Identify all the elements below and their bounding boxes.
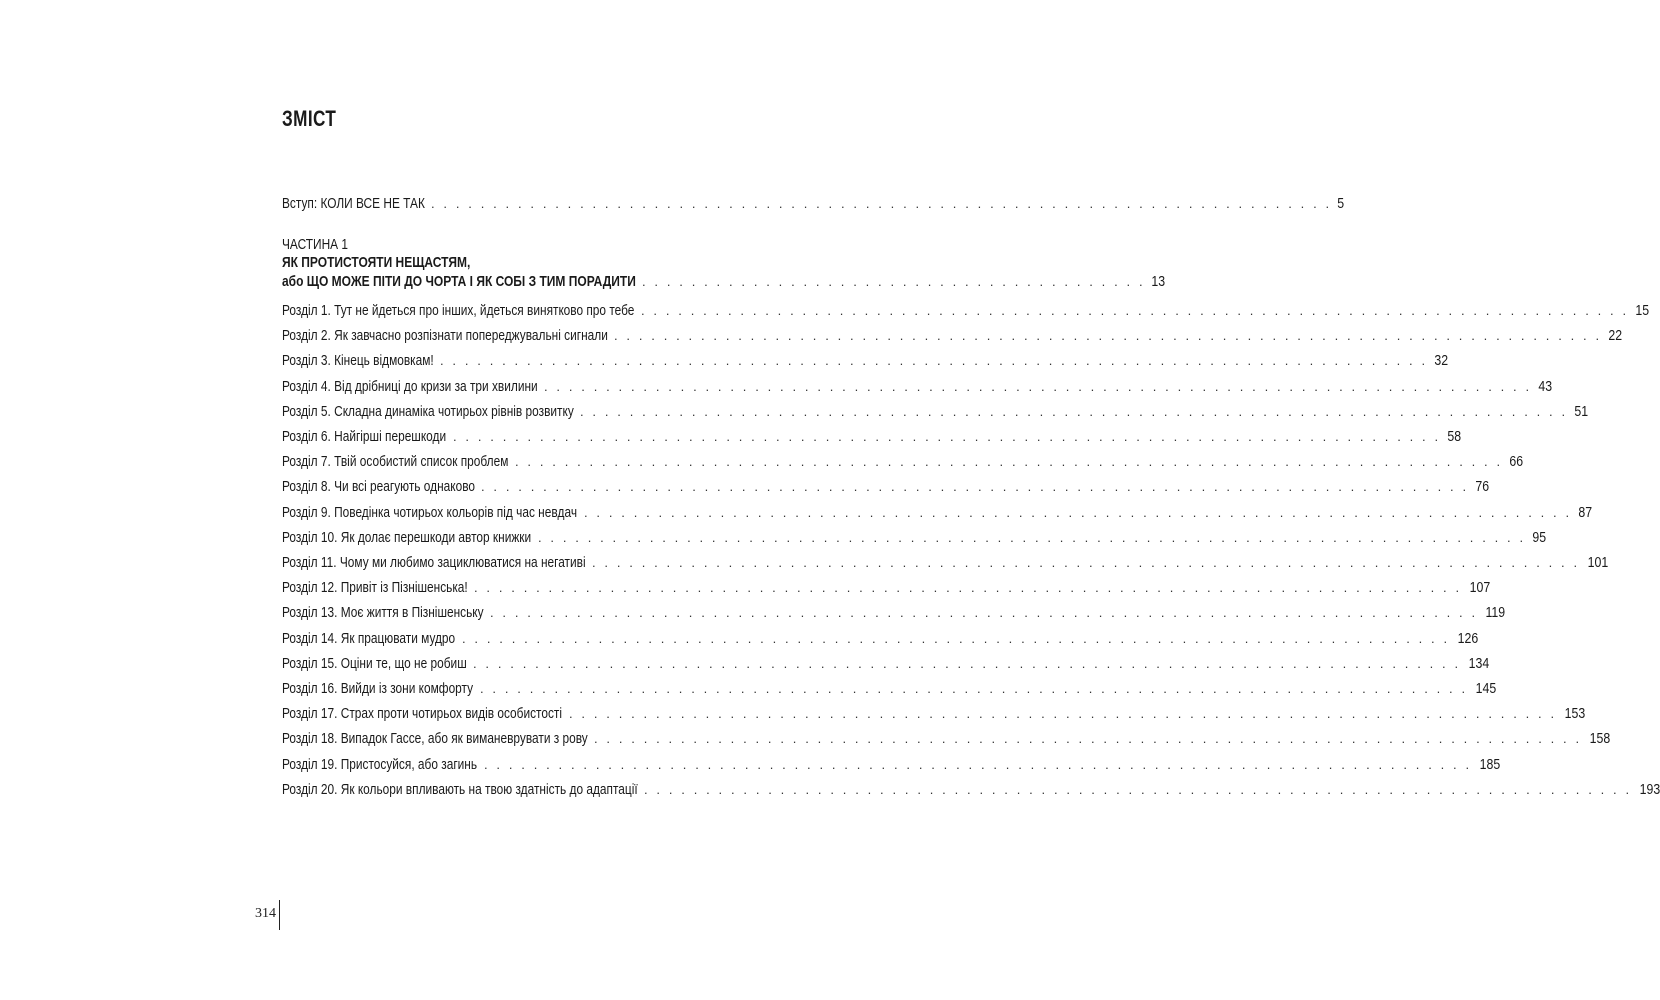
- leader-dots: . . . . . . . . . . . . . . . . . . . . . . . . . . . . . . . . . . . . . . . . . . . . . . . . . . . . . . . . . . . . . . . . . . . . . . . . . . . . . . . .: [480, 681, 1468, 696]
- toc-row-chapter-7: [282, 453, 1523, 471]
- toc-entry-label: Розділ 7. Твій особистий список проблем: [282, 454, 509, 471]
- toc-page-number: 13: [1151, 274, 1166, 290]
- page-title: ЗМІСТ: [282, 106, 337, 131]
- leader-dots: . . . . . . . . . . . . . . . . . . . . . . . . . . . . . . . . . . . . . . . . . . . . . . . . . . . . . . . . . . . . . . . . . . . . . . . . . . . . . . . .: [440, 353, 1428, 369]
- leader-dots: . . . . . . . . . . . . . . . . . . . . . . . . . . . . . . . . . . . . . . . . . . . . . . . . . . . . . . . . . . . . . . . . . . . . . . . . . . . . . . . .: [544, 378, 1532, 394]
- toc-row-chapter-19: [282, 756, 1500, 774]
- toc-page-number: 22: [1608, 328, 1622, 345]
- leader-dots: . . . . . . . . . . . . . . . . . . . . . . . . . . . . . . . . . . . . . . . . . . . . . . . . . . . . . . . . . . . . . . . . . . . . . . . . . . . . . . . .: [484, 756, 1472, 772]
- toc-row-part-1: [282, 273, 1166, 291]
- toc-page-number: 15: [1635, 303, 1649, 319]
- leader-dots: . . . . . . . . . . . . . . . . . . . . . . . . . . . . . . . . . . . . . . . . . . . . . . . . . . . . . . . . . . . . . . . . . . . . . . . . . . . . . . . .: [641, 303, 1629, 318]
- toc-row-intro: [282, 195, 1344, 213]
- toc-page-number: 107: [1469, 580, 1490, 597]
- toc-page-number: 95: [1532, 529, 1546, 546]
- toc-entry-label: Розділ 14. Як працювати мудро: [282, 630, 456, 647]
- leader-dots: . . . . . . . . . . . . . . . . . . . . . . . . . . . . . . . . . . . . . . . . . . . . . . . . . . . . . . . . . . . . . . . . . . . . . . . . . . . . . . . .: [594, 731, 1582, 747]
- toc-row-chapter-20: [282, 781, 1660, 799]
- leader-dots: . . . . . . . . . . . . . . . . . . . . . . . . . . . . . . . . . . . . . . . . . . . . . . . . . . . . . . . . . . . . . . . . . . . . . . . . . . . . . . . .: [473, 655, 1461, 671]
- toc-row-chapter-17: [282, 705, 1585, 723]
- toc-entry-label: Розділ 12. Привіт із Пізнішенська!: [282, 580, 468, 597]
- toc-row-chapter-2: [282, 327, 1622, 345]
- toc-page-number: 58: [1447, 429, 1461, 445]
- toc-row-chapter-4: [282, 378, 1552, 396]
- leader-dots: . . . . . . . . . . . . . . . . . . . . . . . . . . . . . . . . . . . . . . . . . . . . . . . . . . . . . . . . . . . . . . . . . . . . . . . . . . . . . . . .: [584, 504, 1572, 520]
- part-label: ЧАСТИНА 1: [282, 237, 349, 253]
- toc-page-number: 101: [1587, 555, 1608, 571]
- leader-dots: . . . . . . . . . . . . . . . . . . . . . . . . . . . . . . . . . . . . . . . . . . . . . . . . . . . . . . . . . . . . . . . . . . . . . . . . . . . . . . . .: [614, 328, 1602, 344]
- toc-page-number: 32: [1434, 353, 1448, 370]
- toc-row-chapter-13: [282, 604, 1505, 622]
- toc-row-chapter-11: [282, 554, 1608, 572]
- toc-entry-label: Розділ 19. Пристосуйся, або загинь: [282, 756, 478, 773]
- toc-entry-label: Розділ 17. Страх проти чотирьох видів особистості: [282, 706, 563, 723]
- toc-entry-label: Розділ 1. Тут не йдеться про інших, йдеться виняткoво про тебе: [282, 303, 635, 319]
- folio-rule: [279, 900, 280, 930]
- toc-page-number: 145: [1475, 681, 1496, 697]
- toc-entry-label: Розділ 13. Моє життя в Пізнішенську: [282, 605, 484, 622]
- leader-dots: . . . . . . . . . . . . . . . . . . . . . . . . . . . . . . . . . . . . . . . . .: [642, 274, 1146, 289]
- toc-page-number: 158: [1589, 731, 1610, 748]
- toc-entry-label: Розділ 15. Оціни те, що не робиш: [282, 655, 467, 672]
- toc-entry-label: Вступ: КОЛИ ВСЕ НЕ ТАК: [282, 196, 425, 212]
- toc-page-number: 134: [1468, 655, 1489, 672]
- toc-row-chapter-14: [282, 630, 1478, 648]
- toc-row-chapter-15: [282, 655, 1489, 673]
- toc-page-number: 76: [1475, 479, 1489, 496]
- leader-dots: . . . . . . . . . . . . . . . . . . . . . . . . . . . . . . . . . . . . . . . . . . . . . . . . . . . . . . . . . . . . . . . . . . . . . . . . . . . . . . . .: [592, 555, 1580, 570]
- leader-dots: . . . . . . . . . . . . . . . . . . . . . . . . . . . . . . . . . . . . . . . . . . . . . . . . . . . . . . . . . . . . . . . . . . . . . . . . . . . . . . . .: [644, 781, 1632, 797]
- part-title-line-1: ЯК ПРОТИСТОЯТИ НЕЩАСТЯМ,: [282, 254, 471, 271]
- toc-row-chapter-16: [282, 680, 1496, 698]
- toc-page-number: 126: [1457, 630, 1478, 647]
- toc-row-chapter-6: [282, 428, 1461, 446]
- toc-entry-label: Розділ 2. Як завчасно розпізнати попереджувальні сигнали: [282, 328, 608, 345]
- toc-row-chapter-10: [282, 529, 1546, 547]
- toc-row-chapter-9: [282, 504, 1592, 522]
- toc-entry-label: Розділ 6. Найгірші перешкоди: [282, 429, 447, 445]
- leader-dots: . . . . . . . . . . . . . . . . . . . . . . . . . . . . . . . . . . . . . . . . . . . . . . . . . . . . . . . . . . . . . . . . . . . . . . . . . . . . . . . .: [481, 479, 1469, 495]
- toc-intro: [282, 195, 1344, 213]
- toc-entry-label: Розділ 10. Як долає перешкоди автор книжки: [282, 529, 532, 546]
- toc-entry-label: Розділ 3. Кінець відмовкам!: [282, 353, 434, 370]
- leader-dots: . . . . . . . . . . . . . . . . . . . . . . . . . . . . . . . . . . . . . . . . . . . . . . . . . . . . . . . . . . . . . . . . . . . . . . . . . . . . . . . .: [580, 403, 1568, 419]
- leader-dots: . . . . . . . . . . . . . . . . . . . . . . . . . . . . . . . . . . . . . . . . . . . . . . . . . . . . . . . . . . . . . . . . . . . . . . . . . . . . . . . .: [569, 706, 1557, 722]
- toc-entry-label: Розділ 8. Чи всі реагують однаково: [282, 479, 475, 496]
- toc-page-number: 119: [1485, 605, 1505, 622]
- toc-page-number: 5: [1336, 196, 1344, 212]
- toc-row-chapter-5: [282, 403, 1588, 421]
- toc-entry-label: Розділ 16. Вийди із зони комфорту: [282, 681, 474, 697]
- toc-page-number: 51: [1574, 403, 1588, 420]
- toc-row-chapter-3: [282, 352, 1448, 370]
- toc-page-number: 185: [1479, 756, 1500, 773]
- leader-dots: . . . . . . . . . . . . . . . . . . . . . . . . . . . . . . . . . . . . . . . . . . . . . . . . . . . . . . . . . . . . . . . . . . . . . . . . . . . . . . . .: [462, 630, 1450, 646]
- toc-page-number: 43: [1538, 378, 1552, 395]
- page-number-folio: 314: [255, 906, 276, 921]
- leader-dots: . . . . . . . . . . . . . . . . . . . . . . . . . . . . . . . . . . . . . . . . . . . . . . . . . . . . . . . . . . . . . . . . . . . . . . . . .: [431, 196, 1332, 211]
- part-title-line-2: або ЩО МОЖЕ ПІТИ ДО ЧОРТА І ЯК СОБІ З ТИМ ПОРАДИТИ: [282, 273, 636, 290]
- part-label-row: [282, 236, 752, 254]
- leader-dots: . . . . . . . . . . . . . . . . . . . . . . . . . . . . . . . . . . . . . . . . . . . . . . . . . . . . . . . . . . . . . . . . . . . . . . . . . . . . . . . .: [515, 454, 1503, 470]
- toc-entry-label: Розділ 5. Складна динаміка чотирьох рівнів розвитку: [282, 403, 574, 420]
- leader-dots: . . . . . . . . . . . . . . . . . . . . . . . . . . . . . . . . . . . . . . . . . . . . . . . . . . . . . . . . . . . . . . . . . . . . . . . . . . . . . . . .: [538, 529, 1526, 545]
- toc-row-chapter-1: [282, 302, 1649, 320]
- toc-page-number: 193: [1639, 781, 1660, 798]
- toc-row-chapter-18: [282, 730, 1610, 748]
- leader-dots: . . . . . . . . . . . . . . . . . . . . . . . . . . . . . . . . . . . . . . . . . . . . . . . . . . . . . . . . . . . . . . . . . . . . . . . . . . . . . . . .: [490, 605, 1478, 621]
- toc-entry-label: Розділ 9. Поведінка чотирьох кольорів під час невдач: [282, 504, 578, 521]
- toc-entry-label: Розділ 18. Випадок Гассе, або як виманеврувати з рову: [282, 731, 588, 748]
- toc-row-chapter-8: [282, 478, 1489, 496]
- toc-part-1: [282, 236, 1166, 291]
- toc-page-number: 153: [1564, 706, 1585, 723]
- leader-dots: . . . . . . . . . . . . . . . . . . . . . . . . . . . . . . . . . . . . . . . . . . . . . . . . . . . . . . . . . . . . . . . . . . . . . . . . . . . . . . . .: [474, 580, 1462, 596]
- toc-row-chapter-12: [282, 579, 1490, 597]
- leader-dots: . . . . . . . . . . . . . . . . . . . . . . . . . . . . . . . . . . . . . . . . . . . . . . . . . . . . . . . . . . . . . . . . . . . . . . . . . . . . . . . .: [453, 429, 1441, 444]
- toc-page-number: 87: [1578, 504, 1592, 521]
- toc-page-number: 66: [1509, 454, 1523, 471]
- toc-entry-label: Розділ 4. Від дрібниці до кризи за три хвилини: [282, 378, 538, 395]
- toc-entry-label: Розділ 20. Як кольори впливають на твою здатність до адаптації: [282, 781, 638, 798]
- toc-entry-label: Розділ 11. Чому ми любимо зациклюватися на негативі: [282, 555, 586, 571]
